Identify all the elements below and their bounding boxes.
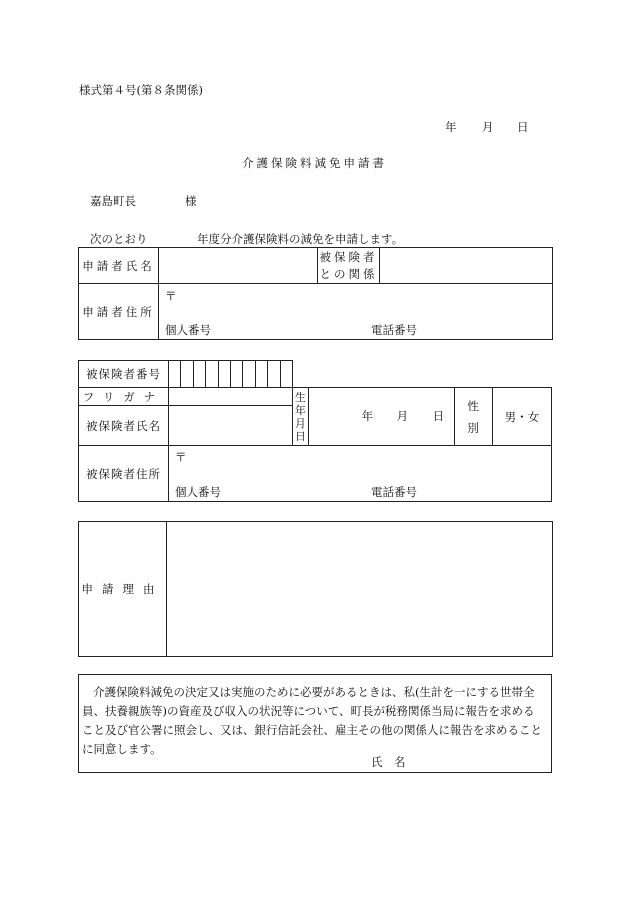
insured-my-number-label: 個人番号 (175, 485, 222, 499)
date-day-label: 日 (517, 120, 529, 134)
insured-number-blank (293, 361, 552, 388)
insured-number-digit[interactable] (193, 361, 205, 388)
insured-number-digit[interactable] (243, 361, 255, 388)
date-year-label: 年 (445, 120, 457, 134)
applicant-name-label: 申請者氏名 (79, 248, 159, 284)
sex-value[interactable]: 男・女 (492, 388, 551, 446)
furigana-field[interactable] (169, 388, 293, 406)
insured-table (78, 360, 552, 502)
birth-date-field[interactable] (308, 388, 454, 446)
addressee-mayor: 嘉島町長 (90, 194, 136, 208)
insured-number-digit[interactable] (218, 361, 230, 388)
insured-number-digit[interactable] (206, 361, 218, 388)
consent-line-1: 介護保険料減免の決定又は実施のために必要があるときは、私(生計を一にする世帯全 (93, 685, 535, 699)
addressee-sama: 様 (185, 194, 197, 208)
consent-box (78, 674, 552, 773)
sex-label-char: 別 (467, 420, 479, 435)
insured-number-label: 被保険者番号 (79, 361, 169, 388)
insured-postal-mark: 〒 (175, 450, 187, 464)
insured-number-digit[interactable] (169, 361, 181, 388)
birth-label-char: 日 (294, 429, 306, 443)
insured-name-label: 被保険者氏名 (79, 406, 169, 446)
signature-label: 氏 名 (371, 755, 406, 769)
intro-text: 年度分介護保険料の減免を申請します。 (197, 232, 404, 246)
reason-field[interactable] (167, 522, 553, 657)
applicant-address-label: 申請者住所 (79, 284, 159, 340)
form-number: 様式第４号(第８条関係) (79, 83, 203, 97)
sex-label (454, 388, 492, 446)
insured-number-digit[interactable] (231, 361, 243, 388)
consent-line-4: に同意します。 (82, 742, 162, 756)
page-title: 介護保険料減免申請書 (242, 156, 387, 170)
signature-field[interactable] (419, 753, 539, 769)
birth-month-label: 月 (396, 409, 409, 423)
insured-number-digit[interactable] (268, 361, 280, 388)
insured-address-label: 被保険者住所 (79, 446, 169, 502)
applicant-phone-label: 電話番号 (371, 323, 417, 337)
insured-name-field[interactable] (169, 406, 293, 446)
reason-label: 申請理由 (79, 522, 167, 657)
insured-address-field[interactable] (169, 446, 552, 502)
relation-label-line2: との関係 (319, 266, 378, 281)
consent-line-2: 員、扶養親族等)の資産及び収入の状況等について、町長が税務関係当局に報告を求める (82, 704, 535, 718)
birth-label-char: 生 (294, 390, 306, 404)
applicant-my-number-label: 個人番号 (165, 323, 211, 337)
relation-label (318, 248, 380, 284)
relation-field[interactable] (380, 248, 553, 284)
applicant-name-field[interactable] (159, 248, 318, 284)
birth-label-char: 年 (294, 403, 306, 417)
birth-year-label: 年 (361, 409, 374, 423)
applicant-table (78, 247, 553, 340)
applicant-address-field[interactable] (159, 284, 553, 340)
reason-table (78, 521, 553, 657)
birth-label-char: 月 (294, 416, 306, 430)
insured-phone-label: 電話番号 (371, 485, 418, 499)
consent-line-3: こと及び官公署に照会し、又は、銀行信託会社、雇主その他の関係人に報告を求めること (82, 723, 542, 737)
date-month-label: 月 (482, 120, 494, 134)
relation-label-line1: 被保険者 (319, 249, 378, 264)
birth-date-label (293, 388, 309, 446)
insured-number-digit[interactable] (255, 361, 267, 388)
insured-number-digit[interactable] (280, 361, 292, 388)
sex-label-char: 性 (467, 398, 479, 413)
birth-day-label: 日 (432, 409, 445, 423)
insured-number-digit[interactable] (181, 361, 193, 388)
intro-prefix: 次のとおり (90, 232, 148, 246)
furigana-label: フリガナ (79, 388, 169, 406)
applicant-postal-mark: 〒 (165, 289, 177, 303)
